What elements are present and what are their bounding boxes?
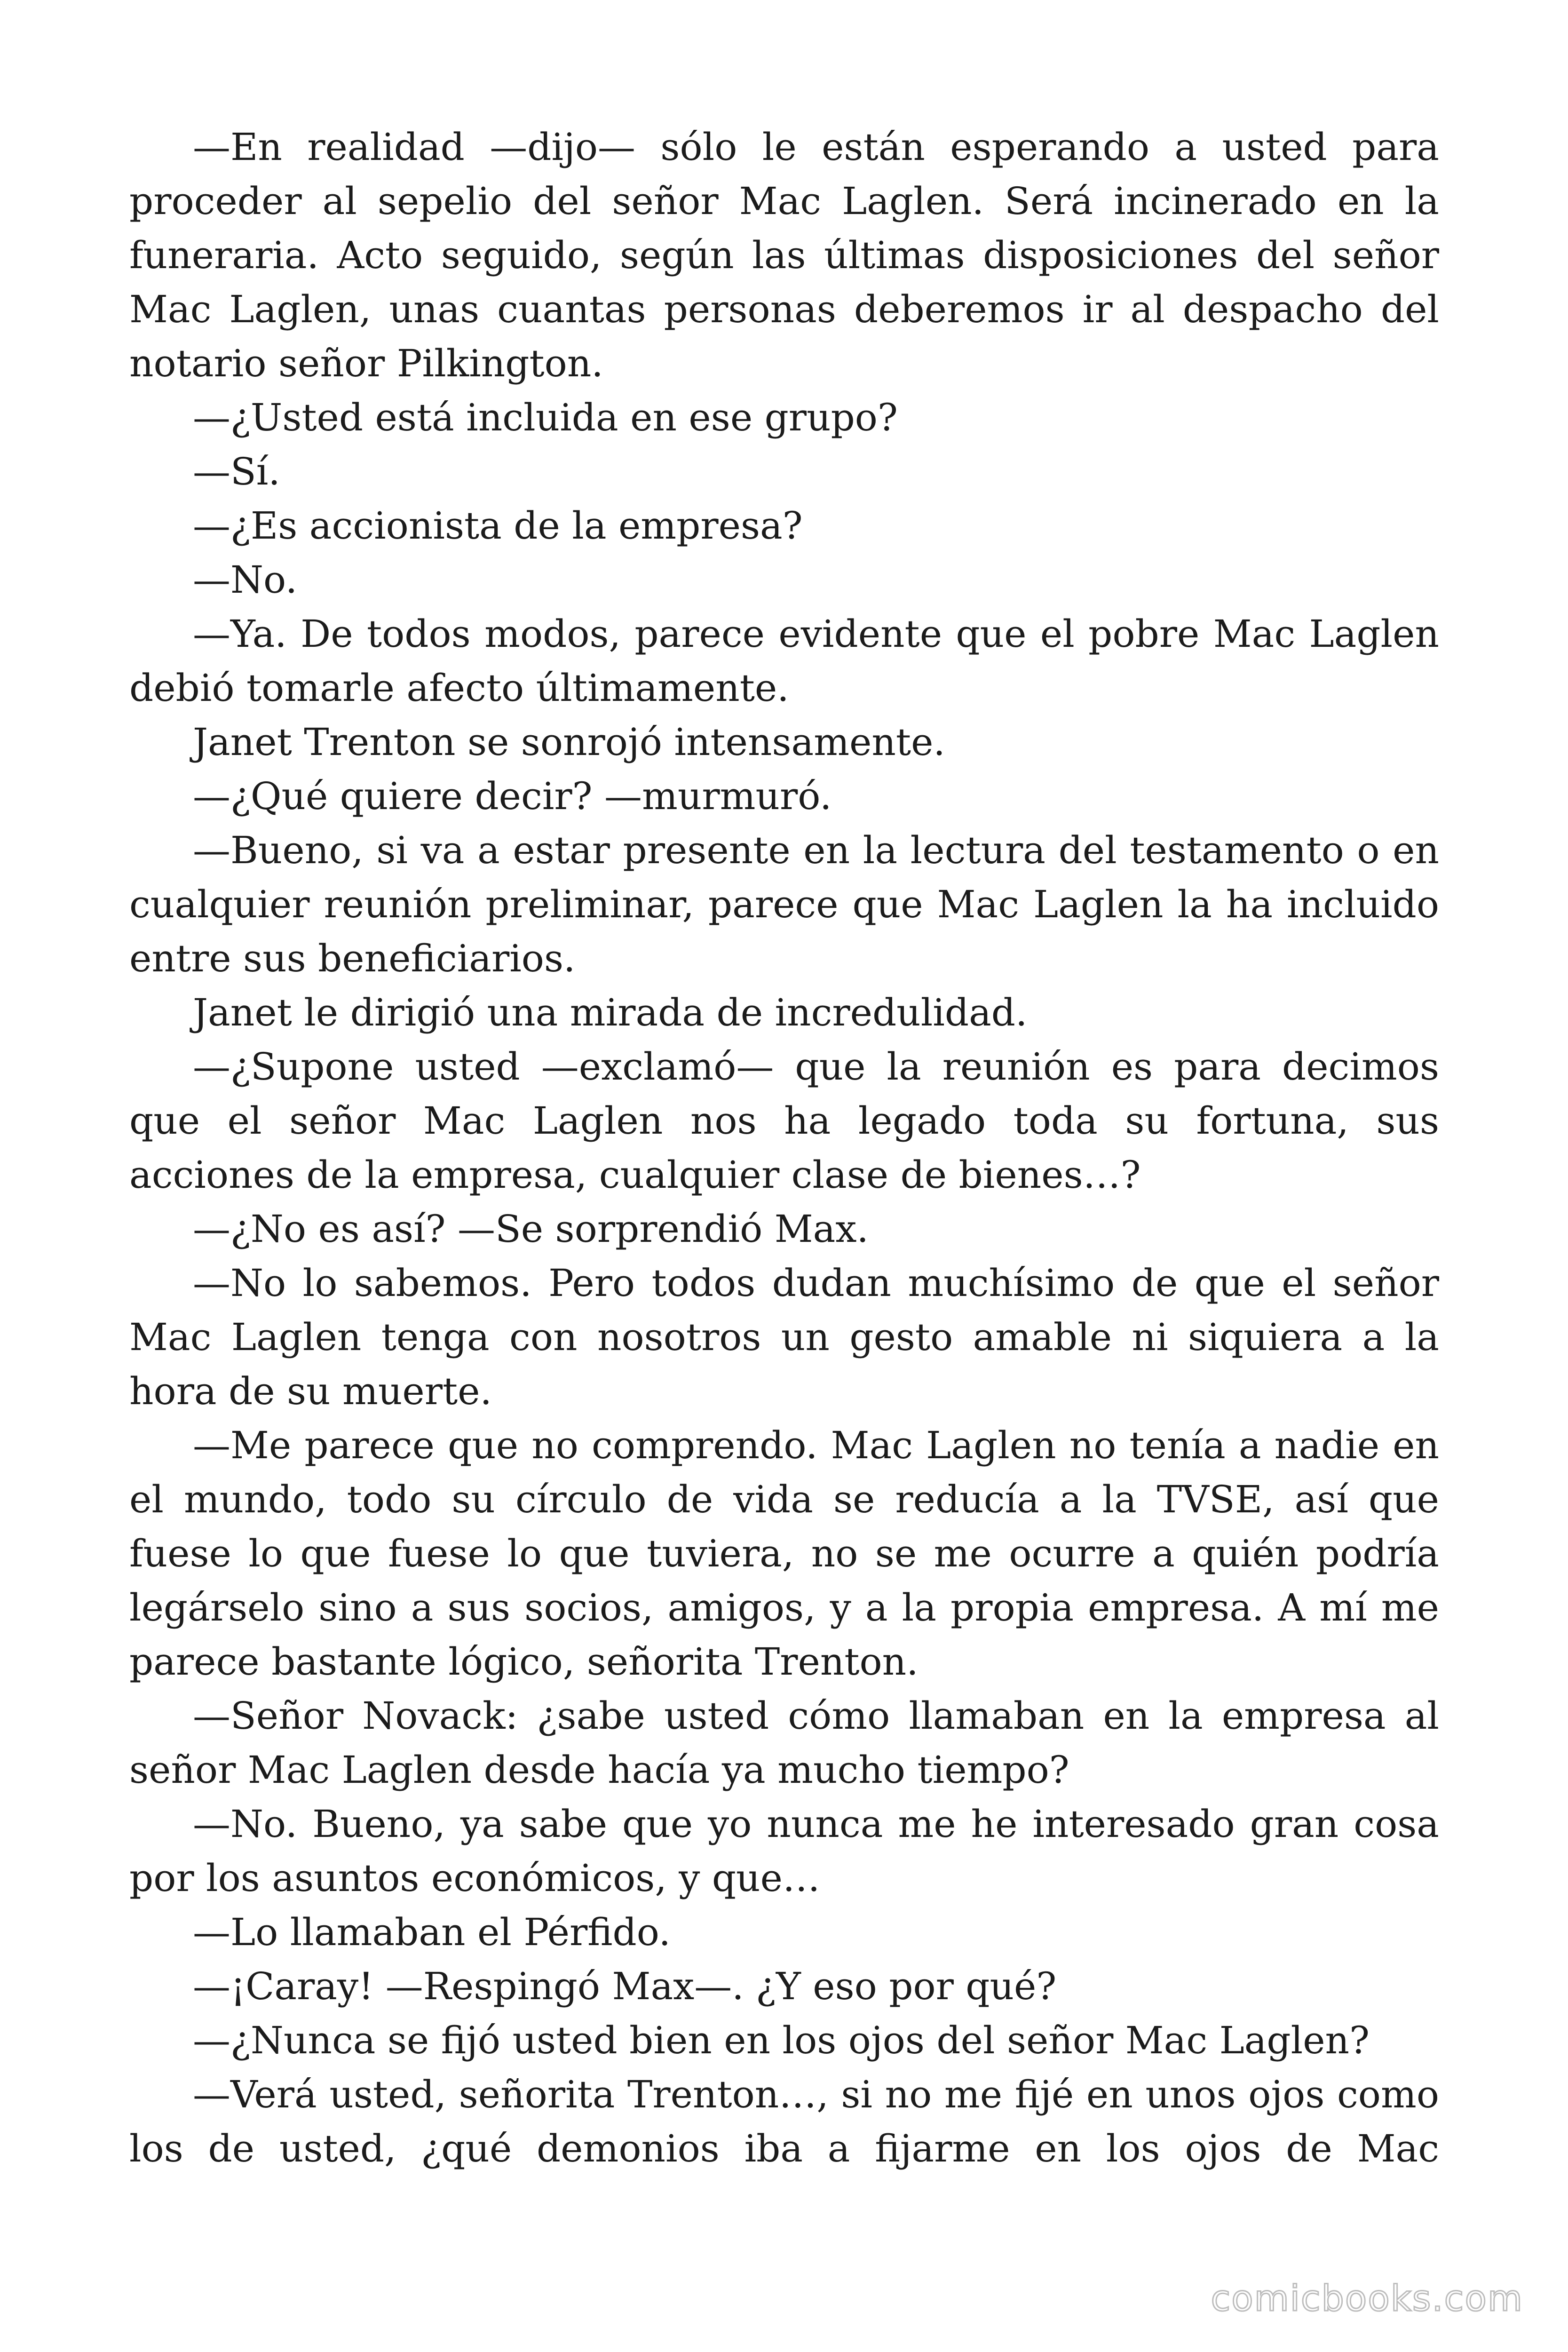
body-text <box>129 120 1439 2176</box>
paragraph: —Lo llamaban el Pérfido. <box>193 1910 671 1954</box>
watermark: comicbooks.com <box>1211 2277 1523 2319</box>
paragraph: —No. <box>193 558 298 602</box>
paragraph: —No lo sabemos. Pero todos dudan muchísimo de que el señor Mac Laglen tenga con nosotros un gesto amable ni siquiera a la hora de su muerte. <box>129 1261 1439 1413</box>
paragraph: —¿Qué quiere decir? —murmuró. <box>193 774 832 818</box>
paragraph: Janet Trenton se sonrojó intensamente. <box>193 720 945 764</box>
paragraph: —No. Bueno, ya sabe que yo nunca me he interesado gran cosa por los asuntos económicos, y que… <box>129 1802 1439 1900</box>
paragraph: —¿No es así? —Se sorprendió Max. <box>193 1207 869 1251</box>
paragraph: —¿Es accionista de la empresa? <box>193 504 803 548</box>
paragraph: —Señor Novack: ¿sabe usted cómo llamaban en la empresa al señor Mac Laglen desde hacía ya mucho tiempo? <box>129 1694 1439 1792</box>
paragraph: Janet le dirigió una mirada de incredulidad. <box>193 991 1028 1034</box>
paragraph: —Me parece que no comprendo. Mac Laglen no tenía a nadie en el mundo, todo su círculo de vida se reducía a la TVSE, así que fuese lo que fuese lo que tuviera, no se me ocurre a quién podría legárselo sino a sus socios, amigos, y a la propia empresa. A mí me parece bastante lógico, señorita Trenton. <box>129 1423 1439 1684</box>
paragraph: —¡Caray! —Respingó Max—. ¿Y eso por qué? <box>193 1964 1057 2008</box>
paragraph: —¿Nunca se fijó usted bien en los ojos del señor Mac Laglen? <box>193 2018 1370 2062</box>
paragraph: —¿Supone usted —exclamó— que la reunión es para decimos que el señor Mac Laglen nos ha legado toda su fortuna, sus acciones de la empresa, cualquier clase de bienes…? <box>129 1045 1439 1197</box>
paragraph: —¿Usted está incluida en ese grupo? <box>193 396 898 439</box>
paragraph: —Ya. De todos modos, parece evidente que el pobre Mac Laglen debió tomarle afecto últimamente. <box>129 612 1439 710</box>
paragraph: —En realidad —dijo— sólo le están esperando a usted para proceder al sepelio del señor Mac Laglen. Será incinerado en la funeraria. Acto seguido, según las últimas disposiciones del señor Mac Laglen, unas cuantas personas deberemos ir al despacho del notario señor Pilkington. <box>129 125 1439 385</box>
paragraph: —Verá usted, señorita Trenton…, si no me fijé en unos ojos como los de usted, ¿qué demonios iba a fijarme en los ojos de Mac <box>129 2073 1439 2170</box>
paragraph: —Sí. <box>193 450 280 493</box>
paragraph: —Bueno, si va a estar presente en la lectura del testamento o en cualquier reunión preliminar, parece que Mac Laglen la ha incluido entre sus beneficiarios. <box>129 828 1439 980</box>
